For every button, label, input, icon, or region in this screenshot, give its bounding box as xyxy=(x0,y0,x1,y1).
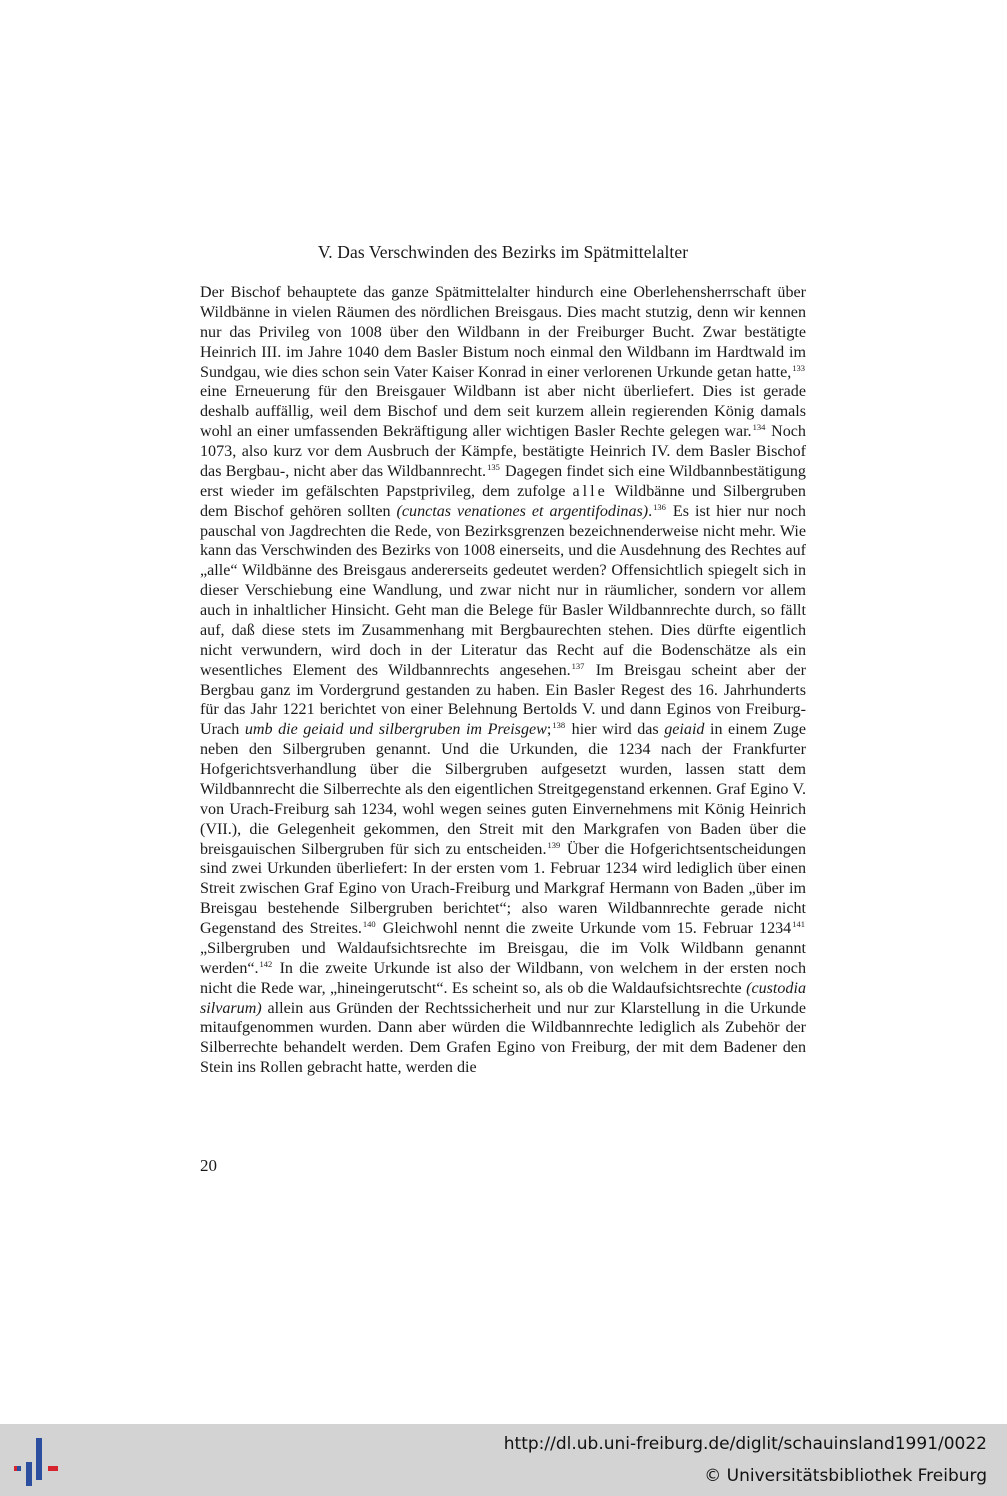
text-run: Noch 1073, also kurz vor dem Ausbruch der Kämpfe, bestätigte Heinrich IV. dem Basler Bischof das Bergbau-, nicht aber das Wildbannrecht. xyxy=(200,423,806,480)
footnote-ref: 142 xyxy=(259,958,273,969)
text-run: allein aus Gründen der Rechtssicherheit und nur zur Klarstellung in die Urkunde mitaufgenommen wurden. Dann aber würden die Wildbannrechte lediglich als Zubehör der Silberrechte behandelt werden. Dem Grafen Egino von Freiburg, der mit dem Badener den Stein ins Rollen gebracht hatte, werden die xyxy=(200,999,806,1077)
ub-freiburg-logo-icon[interactable] xyxy=(10,1436,64,1488)
footer-copyright: © Universitätsbibliothek Freiburg xyxy=(704,1466,987,1486)
text-run: Der Bischof behauptete das ganze Spätmittelalter hindurch eine Oberlehensherrschaft über Wildbänne in vielen Räumen des nördlichen Breisgaus. Dies macht stutzig, denn wir kennen nur das Privileg von 1008 über den Wildbann in der Freiburger Bucht. Zwar bestätigte Heinrich III. im Jahre 1040 dem Basler Bistum noch einmal den Wildbann im Hardtwald im Sundgau, wie dies schon sein Vater Kaiser Konrad in einer verlorenen Urkunde getan hatte, xyxy=(200,284,806,381)
footnote-ref: 141 xyxy=(792,919,805,929)
text-run: Dagegen findet sich eine Wildbannbestätigung erst wieder im gefälschten Papstprivileg, dem zufolge xyxy=(200,462,806,500)
body-text xyxy=(200,283,806,1078)
text-run: „Silbergruben und Waldaufsichtsrechte im Breisgau, die im Volk Wildbann genannt werden“. xyxy=(200,939,806,977)
page-number: 20 xyxy=(200,1156,217,1175)
text-run: In die zweite Urkunde ist also der Wildbann, von welchem in der ersten noch nicht die Rede war, „hineingerutscht“. Es scheint so, als ob die Waldaufsichtsrechte xyxy=(200,959,806,997)
latin-quote: (cunctas venationes et argentifodinas) xyxy=(396,502,649,520)
text-run: Über die Hofgerichtsentscheidungen sind zwei Urkunden überliefert: In der ersten vom 1. Februar 1234 wird lediglich über einen Streit zwischen Graf Egino von Urach-Freiburg und Markgraf Hermann von Baden „über im Breisgau bestehende Silbergruben berichtet“; also waren Wildbannrechte gerade nicht Gegenstand des Streites. xyxy=(200,840,807,937)
text-run: Es ist hier nur noch pauschal von Jagdrechten die Rede, von Bezirksgrenzen bezeichnenderweise nicht mehr. Wie kann das Verschwinden des Bezirks von 1008 einerseits, und die Ausdehnung des Rechtes auf „alle“ Wildbänne des Breisgaus andererseits gedeutet werden? Offensichtlich spiegelt sich in dieser Verschiebung eine Wandlung, und zwar nicht nur in räumlicher, sondern vor allem auch in inhaltlicher Hinsicht. Geht man die Belege für Basler Wildbannrechte durch, so fällt auf, daß diese stets im Zusammenhang mit Bergbaurechten stehen. Dies dürfte eigentlich nicht verwundern, wird doch in der Literatur das Recht auf die Bodenschätze als ein wesentliches Element des Wildbannrechts angesehen. xyxy=(200,502,806,679)
text-run: hier wird das xyxy=(566,721,665,739)
footnote-ref: 140 xyxy=(362,919,376,929)
footnote-ref: 135 xyxy=(487,461,500,472)
latin-quote: (custodia silvarum) xyxy=(200,979,806,1017)
emphasis-spaced: alle xyxy=(572,482,608,500)
footnote-ref: 137 xyxy=(571,660,585,671)
footnote-ref: 139 xyxy=(547,839,561,850)
old-german-term: geiaid xyxy=(664,721,705,739)
text-run: Gleichwohl nennt die zweite Urkunde vom 15. Februar 1234 xyxy=(376,920,792,937)
text-run: Im Breisgau scheint aber der Bergbau ganz im Vordergrund gestanden zu haben. Ein Basler Regest des 16. Jahrhunderts für das Jahr 1221 berichtet von einer Belehnung Bertolds V. und dann Eginos von Freiburg-Urach xyxy=(200,661,806,739)
old-german-quote: umb die geiaid und silbergruben im Preisgew xyxy=(244,721,547,739)
footnote-ref: 134 xyxy=(752,422,766,433)
footnote-ref: 133 xyxy=(792,362,805,373)
page-heading: V. Das Verschwinden des Bezirks im Spätmittelalter xyxy=(317,242,689,262)
text-run: eine Erneuerung für den Breisgauer Wildbann ist aber nicht überliefert. Dies ist gerade deshalb auffällig, weil dem Bischof und dem seit kurzem allein regierenden König damals wohl an einer umfassenden Bekräftigung aller wichtigen Basler Rechte gelegen war. xyxy=(200,383,806,441)
footnote-ref: 138 xyxy=(552,720,566,731)
footnote-ref: 136 xyxy=(653,501,666,512)
text-run: in einem Zuge neben den Silbergruben genannt. Und die Urkunden, die 1234 nach der Frankfurter Hofgerichtsverhandlung über die Silbergruben aufgesetzt wurden, lassen statt dem Wildbannrecht die Silberrechte als den eigentlichen Streitgegenstand erkennen. Graf Egino V. von Urach-Freiburg sah 1234, wohl wegen seines guten Einvernehmens mit König Heinrich (VII.), die Gelegenheit gekommen, den Streit mit den Markgrafen von Baden über die breisgauischen Silbergruben für sich zu entscheiden. xyxy=(200,721,806,858)
text-run: . xyxy=(648,502,653,520)
text-run: ; xyxy=(546,721,552,739)
text-run: Wildbänne und Silbergruben dem Bischof gehören sollten xyxy=(200,482,806,520)
footer-url-link[interactable]: http://dl.ub.uni-freiburg.de/diglit/schauinsland1991/0022 xyxy=(503,1434,987,1454)
footer-bar xyxy=(0,1424,1007,1496)
